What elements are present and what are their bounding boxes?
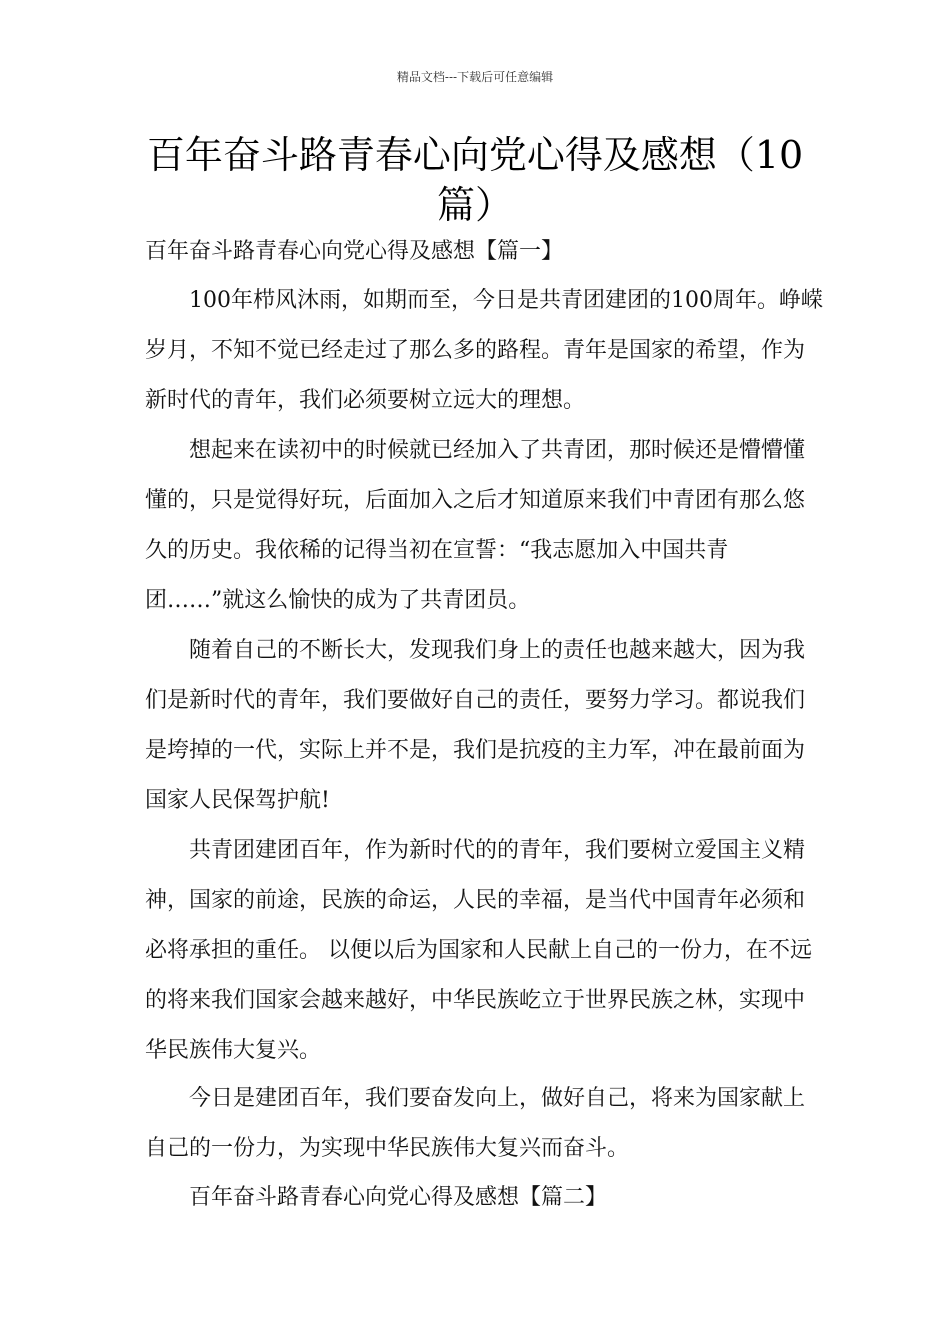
section-heading-2: 百年奋斗路青春心向党心得及感想【篇二】: [189, 1185, 608, 1210]
paragraph-2: 想起来在读初中的时候就已经加入了共青团，那时候还是懵懵懂懂的，只是觉得好玩，后面加入之后才知道原来我们中青团有那么悠久的历史。我依稀的记得当初在宣誓：“我志愿加入中国共青团……”就这么愉快的成为了共青团员。: [145, 438, 806, 613]
paragraph-4: 共青团建团百年，作为新时代的的青年，我们要树立爱国主义精神，国家的前途，民族的命运，人民的幸福，是当代中国青年必须和必将承担的重任。 以便以后为国家和人民献上自己的一份力，在不远的将来我们国家会越来越好，中华民族屹立于世界民族之林，实现中华民族伟大复兴。: [145, 838, 812, 1063]
document-title: 百年奋斗路青春心向党心得及感想（10篇）: [146, 133, 804, 227]
paragraph-3: 随着自己的不断长大，发现我们身上的责任也越来越大，因为我们是新时代的青年，我们要做好自己的责任，要努力学习。都说我们是垮掉的一代，实际上并不是，我们是抗疫的主力军，冲在最前面为国家人民保驾护航!: [145, 638, 806, 813]
paragraph-1: 100年栉风沐雨，如期而至，今日是共青团建团的100周年。峥嵘岁月，不知不觉已经走过了那么多的路程。青年是国家的希望，作为新时代的青年，我们必须要树立远大的理想。: [145, 288, 823, 413]
section-heading-1: 百年奋斗路青春心向党心得及感想【篇一】: [145, 239, 564, 264]
paragraph-5: 今日是建团百年，我们要奋发向上，做好自己，将来为国家献上自己的一份力，为实现中华民族伟大复兴而奋斗。: [145, 1086, 806, 1161]
page-header: 精品文档---下载后可任意编辑: [396, 70, 554, 84]
